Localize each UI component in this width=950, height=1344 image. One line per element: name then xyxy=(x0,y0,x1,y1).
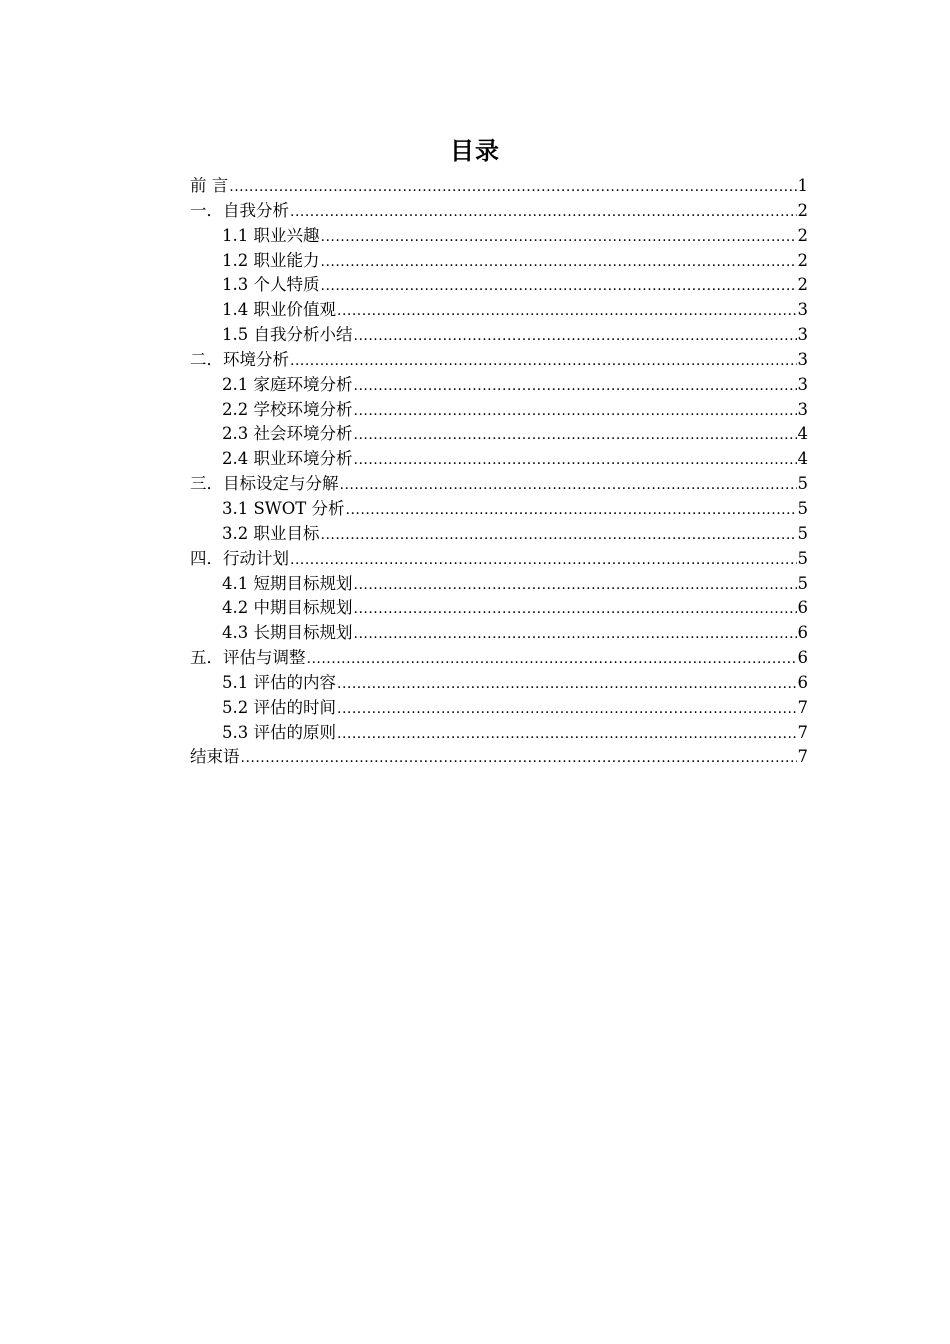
toc-page-number: 6 xyxy=(797,623,808,643)
toc-entry[interactable] xyxy=(190,572,808,597)
toc-page-number: 2 xyxy=(797,250,808,270)
toc-entry[interactable] xyxy=(190,497,808,522)
toc-entry-text: 1.4 职业价值观 xyxy=(222,300,336,320)
toc-entry[interactable] xyxy=(190,273,808,298)
toc-entry[interactable] xyxy=(190,646,808,671)
toc-entry[interactable] xyxy=(190,721,808,746)
toc-entry[interactable] xyxy=(190,522,808,547)
toc-page-number: 5 xyxy=(797,573,808,593)
toc-page-number: 7 xyxy=(797,722,808,742)
toc-dot-leader xyxy=(290,548,797,572)
toc-page-number: 3 xyxy=(797,349,808,369)
toc-entry[interactable] xyxy=(190,298,808,323)
toc-entry[interactable] xyxy=(190,174,808,199)
toc-page-number: 5 xyxy=(797,523,808,543)
toc-dot-leader xyxy=(337,722,797,746)
toc-entry-text: 5.2 评估的时间 xyxy=(222,697,336,717)
toc-page-number: 4 xyxy=(797,424,808,444)
toc-dot-leader xyxy=(229,175,796,199)
toc-entry-text: 4.3 长期目标规划 xyxy=(222,623,353,643)
toc-entry[interactable] xyxy=(190,348,808,373)
toc-entry-text: 前 言 xyxy=(190,176,229,195)
toc-entry[interactable] xyxy=(190,398,808,423)
toc-entry[interactable] xyxy=(190,696,808,721)
toc-entry-text: 1.1 职业兴趣 xyxy=(222,225,320,245)
toc-entry[interactable] xyxy=(190,422,808,447)
toc-title: 目录 xyxy=(450,137,500,165)
toc-entry-text: 1.3 个人特质 xyxy=(222,275,320,295)
toc-entry-text: 2.1 家庭环境分析 xyxy=(222,374,353,394)
table-of-contents xyxy=(190,174,808,770)
toc-dot-leader xyxy=(337,299,797,323)
toc-page-number: 7 xyxy=(797,697,808,717)
toc-page-number: 5 xyxy=(797,474,808,494)
toc-dot-leader xyxy=(321,523,797,547)
toc-dot-leader xyxy=(290,200,797,224)
toc-page-number: 3 xyxy=(797,374,808,394)
toc-page-number: 2 xyxy=(797,225,808,245)
toc-entry-text: 3.2 职业目标 xyxy=(222,523,320,543)
toc-entry[interactable] xyxy=(190,472,808,497)
toc-entry-text: 五．评估与调整 xyxy=(190,648,306,668)
toc-page-number: 7 xyxy=(797,747,808,767)
toc-entry-text: 4.2 中期目标规划 xyxy=(222,598,353,618)
toc-entry-text: 一．自我分析 xyxy=(190,200,289,220)
toc-entry-text: 2.3 社会环境分析 xyxy=(222,424,353,444)
toc-entry[interactable] xyxy=(190,249,808,274)
toc-entry-text: 5.3 评估的原则 xyxy=(222,722,336,742)
toc-page-number: 6 xyxy=(797,672,808,692)
toc-dot-leader xyxy=(321,225,797,249)
toc-page-number: 1 xyxy=(797,176,808,195)
toc-entry-text: 三．目标设定与分解 xyxy=(190,474,339,494)
toc-page-number: 3 xyxy=(797,399,808,419)
toc-dot-leader xyxy=(321,250,797,274)
toc-entry-text: 二．环境分析 xyxy=(190,349,289,369)
toc-entry[interactable] xyxy=(190,547,808,572)
toc-page-number: 3 xyxy=(797,325,808,345)
toc-entry-text: 四．行动计划 xyxy=(190,548,289,568)
toc-entry-text: 2.2 学校环境分析 xyxy=(222,399,353,419)
toc-dot-leader xyxy=(354,573,797,597)
toc-dot-leader xyxy=(340,473,797,497)
toc-page-number: 5 xyxy=(797,498,808,518)
toc-dot-leader xyxy=(307,647,797,671)
toc-dot-leader xyxy=(346,498,797,522)
toc-entry[interactable] xyxy=(190,224,808,249)
toc-dot-leader xyxy=(354,399,797,423)
toc-entry-text: 2.4 职业环境分析 xyxy=(222,449,353,469)
toc-entry[interactable] xyxy=(190,199,808,224)
toc-dot-leader xyxy=(354,448,797,472)
toc-page-number: 6 xyxy=(797,598,808,618)
toc-dot-leader xyxy=(321,274,797,298)
toc-entry[interactable] xyxy=(190,447,808,472)
toc-entry[interactable] xyxy=(190,745,808,770)
toc-page-number: 6 xyxy=(797,648,808,668)
toc-entry-text: 5.1 评估的内容 xyxy=(222,672,336,692)
toc-entry[interactable] xyxy=(190,621,808,646)
toc-page-number: 2 xyxy=(797,200,808,220)
toc-dot-leader xyxy=(354,622,797,646)
toc-entry[interactable] xyxy=(190,323,808,348)
toc-page-number: 2 xyxy=(797,275,808,295)
toc-entry-text: 1.5 自我分析小结 xyxy=(222,325,353,345)
toc-page-number: 5 xyxy=(797,548,808,568)
toc-page-number: 3 xyxy=(797,300,808,320)
toc-dot-leader xyxy=(354,324,797,348)
toc-page-number: 4 xyxy=(797,449,808,469)
toc-dot-leader xyxy=(354,597,797,621)
toc-dot-leader xyxy=(354,374,797,398)
toc-dot-leader xyxy=(241,746,797,770)
toc-entry[interactable] xyxy=(190,373,808,398)
toc-dot-leader xyxy=(290,349,797,373)
toc-entry-text: 4.1 短期目标规划 xyxy=(222,573,353,593)
toc-entry-text: 结束语 xyxy=(190,747,240,767)
toc-dot-leader xyxy=(354,423,797,447)
toc-entry[interactable] xyxy=(190,671,808,696)
toc-dot-leader xyxy=(337,672,797,696)
toc-dot-leader xyxy=(337,697,797,721)
toc-entry-text: 3.1 SWOT 分析 xyxy=(222,498,345,518)
toc-entry-text: 1.2 职业能力 xyxy=(222,250,320,270)
toc-entry[interactable] xyxy=(190,596,808,621)
